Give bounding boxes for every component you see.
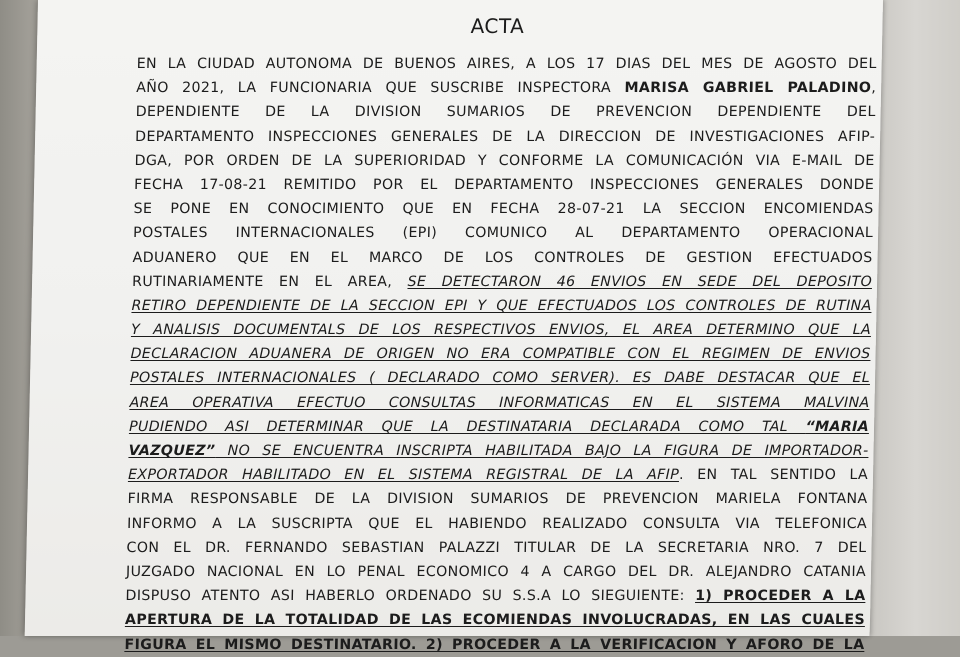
text-line — [135, 100, 876, 124]
text-line — [132, 246, 873, 270]
text-line — [125, 608, 866, 632]
text-segment: VAZQUEZ” — [128, 443, 216, 459]
text-segment: APERTURA DE LA TOTALIDAD DE LAS ECOMIENDAS INVOLUCRADAS, EN LAS CUALES — [124, 612, 866, 629]
text-line — [134, 173, 875, 197]
paper-sheet — [25, 0, 883, 653]
text-segment: AÑO 2021, LA FUNCIONARIA QUE SUSCRIBE INSPECTORA — [135, 80, 625, 97]
text-segment: EN LA CIUDAD AUTONOMA DE BUENOS AIRES, A LOS 17 DIAS DEL MES DE AGOSTO DEL — [136, 56, 877, 72]
text-segment: DEPENDIENTE DE LA DIVISION SUMARIOS DE PREVENCION DEPENDIENTE DEL — [135, 104, 876, 121]
text-line — [127, 487, 868, 511]
text-line — [127, 512, 868, 536]
text-line — [130, 366, 871, 390]
text-segment: ADUANERO QUE EN EL MARCO DE LOS CONTROLES DE GESTION EFECTUADOS — [132, 249, 873, 266]
document-title: ACTA — [470, 14, 525, 38]
text-segment: MARISA GABRIEL PALADINO — [624, 80, 872, 97]
text-segment: FIGURA EL MISMO DESTINATARIO. 2) PROCEDER A LA VERIFICACION Y AFORO DE LA — [124, 636, 865, 653]
text-line — [129, 391, 870, 415]
text-line — [129, 415, 870, 439]
text-line — [136, 76, 877, 100]
text-line — [128, 463, 869, 487]
text-segment: CON EL DR. FERNANDO SEBASTIAN PALAZZI TITULAR DE LA SECRETARIA NRO. 7 DEL — [126, 539, 867, 556]
text-segment: RUTINARIAMENTE EN EL AREA, — [131, 273, 408, 290]
text-segment: EXPORTADOR HABILITADO EN EL SISTEMA REGISTRAL DE LA AFIP — [127, 467, 680, 484]
text-segment: , — [871, 80, 877, 97]
text-line — [126, 536, 867, 560]
text-line — [133, 197, 874, 221]
text-segment: PUDIENDO ASI DETERMINAR QUE LA DESTINATARIA DECLARADA COMO TAL — [128, 418, 806, 435]
text-segment: DISPUSO ATENTO ASI HABERLO ORDENADO SU S.S.A LO SIEGUIENTE: — [125, 588, 696, 605]
text-segment: INFORMO A LA SUSCRIPTA QUE EL HABIENDO REALIZADO CONSULTA VIA TELEFONICA — [126, 515, 868, 532]
text-segment: . EN TAL SENTIDO LA — [678, 467, 869, 484]
text-segment: DEPARTAMENTO INSPECCIONES GENERALES DE LA DIRECCION DE INVESTIGACIONES AFIP- — [134, 128, 876, 145]
text-segment: SE DETECTARON 46 ENVIOS EN SEDE DEL DEPOSITO — [407, 273, 873, 290]
text-segment: “MARIA — [805, 418, 870, 435]
text-segment: POSTALES INTERNACIONALES ( DECLARADO COMO SERVER). ES DABE DESTACAR QUE EL — [129, 370, 871, 387]
text-line — [128, 439, 869, 463]
text-line — [130, 342, 871, 366]
text-segment: FIRMA RESPONSABLE DE LA DIVISION SUMARIOS DE PREVENCION MARIELA FONTANA — [127, 491, 868, 508]
text-line — [135, 125, 876, 149]
document-body — [124, 14, 877, 657]
text-segment: Y ANALISIS DOCUMENTALS DE LOS RESPECTIVOS ENVIOS, EL AREA DETERMINO QUE LA — [130, 322, 872, 339]
text-segment: JUZGADO NACIONAL EN LO PENAL ECONOMICO 4 A CARGO DEL DR. ALEJANDRO CATANIA — [125, 563, 867, 580]
text-line — [124, 633, 865, 657]
document-text — [124, 52, 877, 657]
text-segment: NO SE ENCUENTRA INSCRIPTA HABILITADA BAJO LA FIGURA DE IMPORTADOR- — [215, 443, 869, 459]
text-line — [136, 52, 877, 76]
text-segment: DGA, POR ORDEN DE LA SUPERIORIDAD Y CONFORME LA COMUNICACIÓN VIA E-MAIL DE — [134, 152, 875, 169]
text-line — [132, 270, 873, 294]
text-line — [131, 294, 872, 318]
text-line — [131, 318, 872, 342]
text-segment: FECHA 17-08-21 REMITIDO POR EL DEPARTAMENTO INSPECCIONES GENERALES DONDE — [133, 176, 875, 193]
text-line — [133, 221, 874, 245]
text-segment: AREA OPERATIVA EFECTUO CONSULTAS INFORMATICAS EN EL SISTEMA MALVINA — [129, 394, 870, 411]
text-line — [126, 560, 867, 584]
text-segment: 1) PROCEDER A LA — [695, 588, 866, 605]
text-segment: POSTALES INTERNACIONALES (EPI) COMUNICO AL DEPARTAMENTO OPERACIONAL — [132, 225, 874, 242]
table-surface-right — [870, 0, 960, 636]
text-line — [134, 149, 875, 173]
text-segment: DECLARACION ADUANERA DE ORIGEN NO ERA COMPATIBLE CON EL REGIMEN DE ENVIOS — [130, 346, 871, 363]
text-line — [125, 584, 866, 608]
text-segment: RETIRO DEPENDIENTE DE LA SECCION EPI Y QUE EFECTUADOS LOS CONTROLES DE RUTINA — [131, 297, 872, 314]
text-segment: SE PONE EN CONOCIMIENTO QUE EN FECHA 28-07-21 LA SECCION ENCOMIENDAS — [133, 201, 874, 218]
